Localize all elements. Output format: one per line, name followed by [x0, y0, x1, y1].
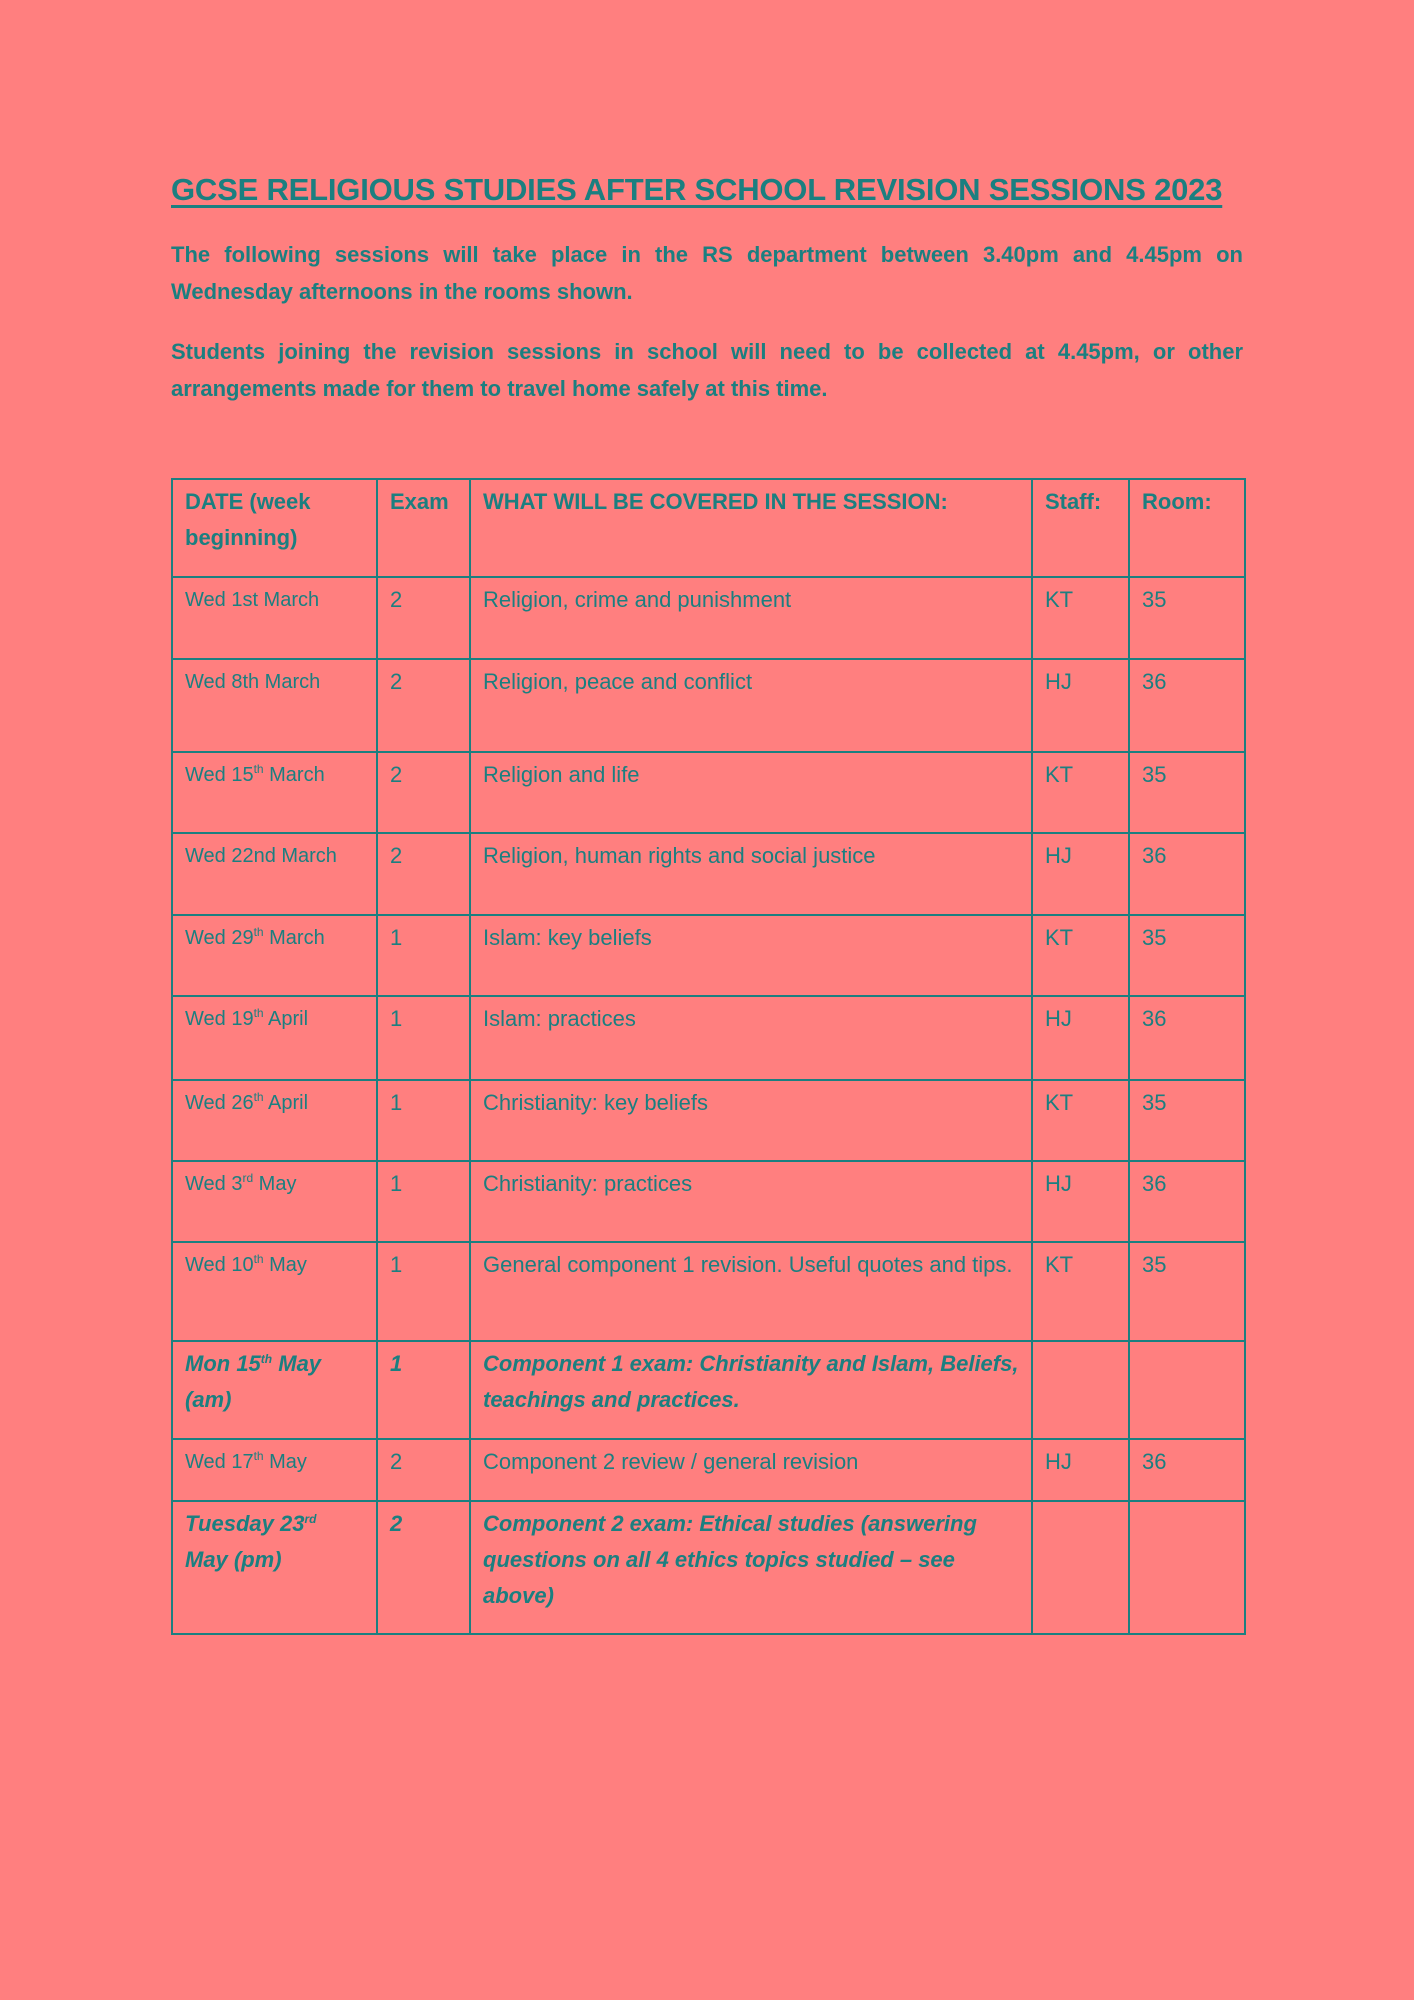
session-topic: Component 1 exam: Christianity and Islam, Beliefs, teachings and practices.: [470, 1341, 1032, 1439]
exam-number: 2: [377, 1439, 470, 1501]
room-number: 35: [1129, 1242, 1245, 1341]
staff-initials: HJ: [1032, 996, 1129, 1080]
staff-initials: [1032, 1341, 1129, 1439]
page: [171, 172, 1243, 1608]
session-date: Wed 15th March: [172, 752, 377, 833]
session-topic: Component 2 review / general revision: [470, 1439, 1032, 1501]
header-date: DATE (week beginning): [172, 479, 377, 577]
table-header-row: [172, 479, 1245, 577]
intro-paragraph-1: The following sessions will take place in the RS department between 3.40pm and 4.45pm on Wednesday afternoons in the rooms shown.: [171, 242, 1243, 304]
exam-number: 2: [377, 833, 470, 915]
staff-initials: HJ: [1032, 1161, 1129, 1242]
session-topic: Islam: key beliefs: [470, 915, 1032, 996]
session-date: Tuesday 23rd May (pm): [172, 1501, 377, 1634]
session-date: Wed 1st March: [172, 577, 377, 659]
intro-paragraph-2: Students joining the revision sessions in school will need to be collected at 4.45pm, or other arrangements made for them to travel home safely at this time.: [171, 339, 1243, 401]
staff-initials: KT: [1032, 1080, 1129, 1161]
session-date: Wed 22nd March: [172, 833, 377, 915]
session-date: Mon 15th May (am): [172, 1341, 377, 1439]
session-date: Wed 10th May: [172, 1242, 377, 1341]
session-date: Wed 26th April: [172, 1080, 377, 1161]
room-number: [1129, 1501, 1245, 1634]
room-number: 36: [1129, 996, 1245, 1080]
exam-row: [172, 1341, 1245, 1439]
table-row: [172, 1161, 1245, 1242]
staff-initials: HJ: [1032, 1439, 1129, 1501]
exam-number: 2: [377, 1501, 470, 1634]
session-topic: General component 1 revision. Useful quotes and tips.: [470, 1242, 1032, 1341]
header-room: Room:: [1129, 479, 1245, 577]
staff-initials: KT: [1032, 1242, 1129, 1341]
room-number: 35: [1129, 752, 1245, 833]
exam-number: 1: [377, 996, 470, 1080]
staff-initials: HJ: [1032, 833, 1129, 915]
exam-row: [172, 1501, 1245, 1634]
table-row: [172, 915, 1245, 996]
revision-schedule-table: [171, 478, 1246, 1635]
exam-number: 2: [377, 659, 470, 752]
exam-number: 1: [377, 1341, 470, 1439]
header-topic: WHAT WILL BE COVERED IN THE SESSION:: [470, 479, 1032, 577]
staff-initials: KT: [1032, 752, 1129, 833]
exam-number: 1: [377, 1242, 470, 1341]
session-topic: Christianity: practices: [470, 1161, 1032, 1242]
table-row: [172, 1439, 1245, 1501]
session-date: Wed 17th May: [172, 1439, 377, 1501]
session-topic: Religion, crime and punishment: [470, 577, 1032, 659]
table-row: [172, 577, 1245, 659]
room-number: [1129, 1341, 1245, 1439]
table-row: [172, 996, 1245, 1080]
exam-number: 1: [377, 1080, 470, 1161]
room-number: 35: [1129, 1080, 1245, 1161]
exam-number: 1: [377, 1161, 470, 1242]
session-date: Wed 19th April: [172, 996, 377, 1080]
staff-initials: KT: [1032, 577, 1129, 659]
session-date: Wed 3rd May: [172, 1161, 377, 1242]
exam-number: 2: [377, 577, 470, 659]
table-row: [172, 659, 1245, 752]
header-staff: Staff:: [1032, 479, 1129, 577]
session-topic: Religion, peace and conflict: [470, 659, 1032, 752]
session-topic: Religion, human rights and social justice: [470, 833, 1032, 915]
table-row: [172, 1080, 1245, 1161]
table-row: [172, 752, 1245, 833]
session-date: Wed 29th March: [172, 915, 377, 996]
page-title: GCSE RELIGIOUS STUDIES AFTER SCHOOL REVISION SESSIONS 2023: [171, 172, 1223, 207]
room-number: 35: [1129, 915, 1245, 996]
room-number: 36: [1129, 659, 1245, 752]
room-number: 36: [1129, 1439, 1245, 1501]
session-topic: Component 2 exam: Ethical studies (answering questions on all 4 ethics topics studied – see above): [470, 1501, 1032, 1634]
staff-initials: KT: [1032, 915, 1129, 996]
session-date: Wed 8th March: [172, 659, 377, 752]
session-topic: Religion and life: [470, 752, 1032, 833]
session-topic: Islam: practices: [470, 996, 1032, 1080]
header-exam: Exam: [377, 479, 470, 577]
room-number: 36: [1129, 1161, 1245, 1242]
exam-number: 1: [377, 915, 470, 996]
exam-number: 2: [377, 752, 470, 833]
table-row: [172, 1242, 1245, 1341]
staff-initials: [1032, 1501, 1129, 1634]
room-number: 36: [1129, 833, 1245, 915]
room-number: 35: [1129, 577, 1245, 659]
table-row: [172, 833, 1245, 915]
staff-initials: HJ: [1032, 659, 1129, 752]
session-topic: Christianity: key beliefs: [470, 1080, 1032, 1161]
